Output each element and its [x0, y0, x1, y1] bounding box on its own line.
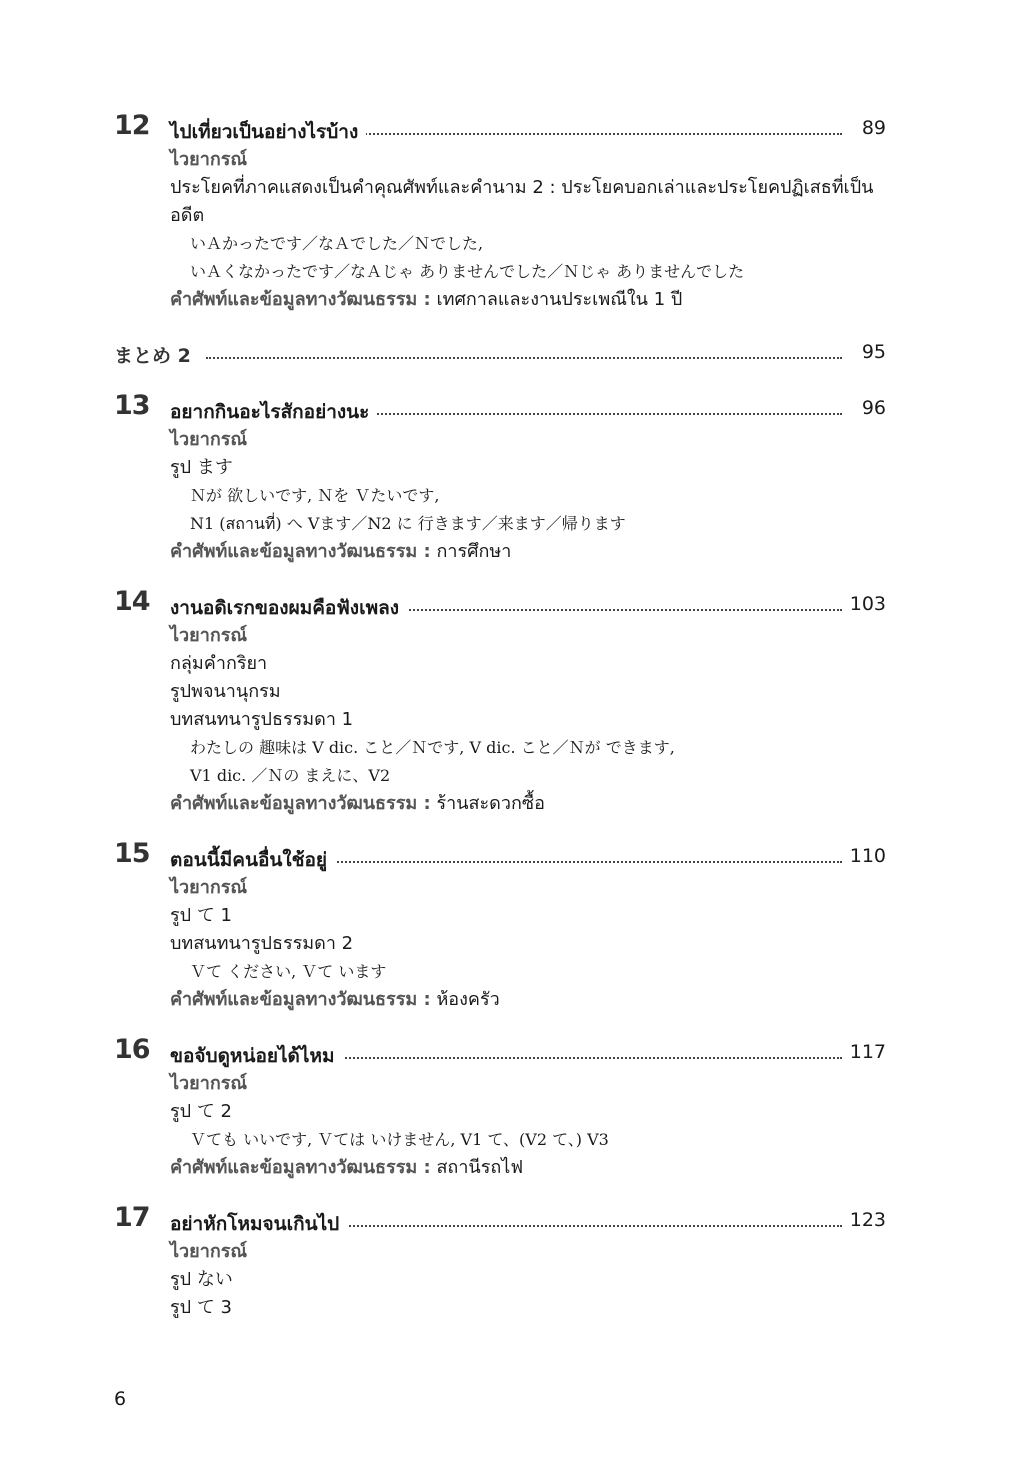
toc-entry-15[interactable]	[114, 840, 886, 1014]
vocab-label: คำศัพท์และข้อมูลทางวัฒนธรรม :	[170, 541, 431, 562]
grammar-label: ไวยากรณ์	[170, 429, 248, 450]
page-number: 89	[856, 117, 886, 139]
page-number: 95	[856, 341, 886, 363]
grammar-pattern: N1 (สถานที่) へ Vます／N2 に 行きます／来ます／帰ります	[190, 514, 626, 533]
chapter-number: 12	[114, 110, 150, 141]
toc-entry-14[interactable]	[114, 588, 886, 818]
chapter-title[interactable]: งานอดิเรกของผมคือฟังเพลง	[170, 593, 407, 623]
vocab-label: คำศัพท์และข้อมูลทางวัฒนธรรม :	[170, 289, 431, 310]
chapter-number: 16	[114, 1034, 150, 1065]
grammar-label: ไวยากรณ์	[170, 877, 248, 898]
grammar-line: กลุ่มคำกริยา	[170, 653, 268, 674]
grammar-line: รูป て 1	[170, 905, 232, 926]
toc-entry-13[interactable]	[114, 392, 886, 566]
grammar-pattern: Ｖても いいです, Ｖては いけません, V1 て、(V2 て、) V3	[190, 1130, 609, 1149]
page-number: 123	[844, 1209, 886, 1231]
grammar-pattern: Ｖて ください, Ｖて います	[190, 962, 387, 981]
grammar-line: บทสนทนารูปธรรมดา 2	[170, 933, 354, 954]
chapter-title[interactable]: ไปเที่ยวเป็นอย่างไรบ้าง	[170, 117, 366, 147]
grammar-line: รูปพจนานุกรม	[170, 681, 281, 702]
grammar-pattern: わたしの 趣味は V dic. こと／Ｎです, V dic. こと／Ｎが できます,	[190, 738, 675, 757]
dot-leader	[206, 357, 842, 359]
grammar-line: บทสนทนารูปธรรมดา 1	[170, 709, 354, 730]
chapter-number: 15	[114, 838, 150, 869]
vocab-label: คำศัพท์และข้อมูลทางวัฒนธรรม :	[170, 1157, 431, 1178]
vocab-topic: การศึกษา	[436, 541, 512, 562]
chapter-title[interactable]: ตอนนี้มีคนอื่นใช้อยู่	[170, 845, 335, 875]
grammar-pattern: V1 dic. ／Ｎの まえに、V2	[190, 766, 391, 785]
grammar-line: ประโยคที่ภาคแสดงเป็นคำคุณศัพท์และคำนาม 2 : ประโยคบอกเล่าและประโยคปฏิเสธที่เป็นอดีต	[170, 177, 874, 226]
grammar-pattern: いＡくなかったです／なＡじゃ ありませんでした／Ｎじゃ ありませんでした	[190, 262, 745, 281]
chapter-number: 13	[114, 390, 150, 421]
vocab-label: คำศัพท์และข้อมูลทางวัฒนธรรม :	[170, 989, 431, 1010]
grammar-label: ไวยากรณ์	[170, 1241, 248, 1262]
footer-page-number: 6	[114, 1388, 127, 1410]
chapter-title[interactable]: อย่าหักโหมจนเกินไป	[170, 1209, 347, 1239]
summary-label: まとめ 2	[114, 345, 191, 367]
grammar-label: ไวยากรณ์	[170, 625, 248, 646]
chapter-title[interactable]: ขอจับดูหน่อยได้ไหม	[170, 1041, 343, 1071]
grammar-pattern: Ｎが 欲しいです, Ｎを Ｖたいです,	[190, 486, 440, 505]
toc-entry-summary[interactable]	[114, 336, 886, 370]
grammar-line: รูป ない	[170, 1269, 233, 1290]
chapter-number: 17	[114, 1202, 150, 1233]
vocab-topic: สถานีรถไฟ	[436, 1157, 524, 1178]
vocab-label: คำศัพท์และข้อมูลทางวัฒนธรรม :	[170, 793, 431, 814]
page-number: 103	[844, 593, 886, 615]
grammar-label: ไวยากรณ์	[170, 149, 248, 170]
page-number: 110	[844, 845, 886, 867]
grammar-label: ไวยากรณ์	[170, 1073, 248, 1094]
toc-entry-17[interactable]	[114, 1204, 886, 1322]
page-number: 96	[856, 397, 886, 419]
vocab-topic: ร้านสะดวกซื้อ	[436, 793, 545, 814]
vocab-topic: ห้องครัว	[436, 989, 500, 1010]
grammar-pattern: いＡかったです／なＡでした／Ｎでした,	[190, 234, 484, 253]
toc-entry-16[interactable]	[114, 1036, 886, 1182]
toc-entry-12[interactable]	[114, 112, 886, 314]
grammar-line: รูป て 3	[170, 1297, 232, 1318]
grammar-line: รูป て 2	[170, 1101, 232, 1122]
chapter-number: 14	[114, 586, 150, 617]
chapter-title[interactable]: อยากกินอะไรสักอย่างนะ	[170, 397, 377, 427]
vocab-topic: เทศกาลและงานประเพณีใน 1 ปี	[436, 289, 683, 310]
grammar-line: รูป ます	[170, 457, 233, 478]
page-number: 117	[844, 1041, 886, 1063]
